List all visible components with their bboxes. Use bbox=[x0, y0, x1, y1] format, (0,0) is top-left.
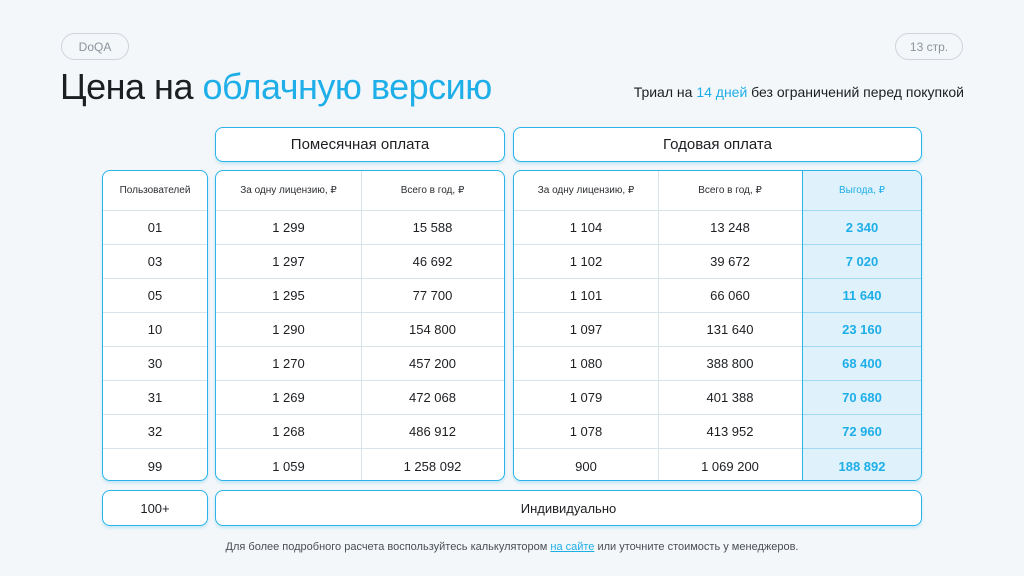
table-cell-m-year: 46 692 bbox=[361, 244, 504, 278]
table-cell-m-year: 486 912 bbox=[361, 414, 504, 448]
table-cell-m-year: 77 700 bbox=[361, 278, 504, 312]
table-cell-y-year: 131 640 bbox=[658, 312, 802, 346]
subtitle-prefix: Триал на bbox=[633, 84, 697, 100]
yearly-group-header bbox=[513, 127, 922, 162]
table-cell-m-year: 472 068 bbox=[361, 380, 504, 414]
page-number-pill bbox=[895, 33, 963, 60]
table-cell-m-license: 1 299 bbox=[216, 210, 361, 244]
yearly-table bbox=[513, 170, 922, 481]
calculator-link[interactable]: на сайте bbox=[550, 541, 595, 553]
column-header: Пользователей bbox=[119, 185, 191, 196]
enterprise-price-cell bbox=[215, 490, 922, 526]
subtitle-highlight: 14 дней bbox=[696, 84, 748, 100]
table-cell-m-year: 154 800 bbox=[361, 312, 504, 346]
monthly-license-column bbox=[216, 171, 361, 480]
footnote-suffix: или уточните стоимость у менеджеров. bbox=[594, 541, 799, 553]
yearly-group-label: Годовая оплата bbox=[663, 136, 772, 153]
monthly-table bbox=[215, 170, 505, 481]
monthly-year-column bbox=[361, 171, 504, 480]
enterprise-price: Индивидуально bbox=[520, 500, 617, 516]
table-cell-y-year: 401 388 bbox=[658, 380, 802, 414]
table-cell-savings: 23 160 bbox=[803, 312, 921, 346]
table-cell-users: 01 bbox=[103, 210, 207, 244]
yearly-year-column bbox=[658, 171, 802, 480]
brand-pill bbox=[61, 33, 129, 60]
table-cell-savings: 188 892 bbox=[803, 448, 921, 481]
page-title bbox=[60, 66, 492, 108]
table-cell-y-year: 39 672 bbox=[658, 244, 802, 278]
trial-subtitle bbox=[634, 84, 964, 100]
enterprise-users: 100+ bbox=[140, 500, 170, 516]
table-cell-users: 05 bbox=[103, 278, 207, 312]
table-cell-y-year: 413 952 bbox=[658, 414, 802, 448]
savings-column bbox=[802, 171, 921, 480]
title-accent: облачную версию bbox=[202, 66, 492, 107]
column-header: Всего в год, ₽ bbox=[698, 185, 762, 196]
subtitle-suffix: без ограничений перед покупкой bbox=[747, 84, 964, 100]
table-cell-m-license: 1 269 bbox=[216, 380, 361, 414]
monthly-group-label: Помесячная оплата bbox=[290, 136, 430, 153]
table-cell-users: 10 bbox=[103, 312, 207, 346]
footnote bbox=[0, 541, 1024, 553]
table-cell-y-license: 1 097 bbox=[514, 312, 658, 346]
table-cell-savings: 72 960 bbox=[803, 414, 921, 448]
table-cell-savings: 11 640 bbox=[803, 278, 921, 312]
table-cell-y-license: 1 102 bbox=[514, 244, 658, 278]
column-header: Всего в год, ₽ bbox=[400, 185, 465, 196]
table-cell-m-year: 15 588 bbox=[361, 210, 504, 244]
table-cell-users: 03 bbox=[103, 244, 207, 278]
table-cell-y-license: 1 101 bbox=[514, 278, 658, 312]
title-plain: Цена на bbox=[60, 66, 203, 107]
table-cell-savings: 68 400 bbox=[803, 346, 921, 380]
monthly-group-header bbox=[215, 127, 505, 162]
table-cell-m-license: 1 268 bbox=[216, 414, 361, 448]
table-cell-y-license: 1 080 bbox=[514, 346, 658, 380]
table-cell-m-license: 1 270 bbox=[216, 346, 361, 380]
table-cell-users: 99 bbox=[103, 448, 207, 481]
users-table bbox=[102, 170, 208, 481]
table-cell-m-license: 1 297 bbox=[216, 244, 361, 278]
table-cell-y-year: 1 069 200 bbox=[658, 448, 802, 481]
table-cell-y-license: 1 104 bbox=[514, 210, 658, 244]
table-cell-savings: 7 020 bbox=[803, 244, 921, 278]
users-column bbox=[103, 171, 207, 480]
table-cell-m-license: 1 290 bbox=[216, 312, 361, 346]
table-cell-y-license: 1 079 bbox=[514, 380, 658, 414]
column-header: За одну лицензию, ₽ bbox=[240, 185, 337, 196]
table-cell-y-license: 900 bbox=[514, 448, 658, 481]
table-cell-y-license: 1 078 bbox=[514, 414, 658, 448]
table-cell-m-license: 1 295 bbox=[216, 278, 361, 312]
footnote-prefix: Для более подробного расчета воспользуйтесь калькулятором bbox=[225, 541, 551, 553]
table-cell-savings: 70 680 bbox=[803, 380, 921, 414]
table-cell-y-year: 388 800 bbox=[658, 346, 802, 380]
yearly-license-column bbox=[514, 171, 658, 480]
table-cell-users: 30 bbox=[103, 346, 207, 380]
table-cell-m-year: 457 200 bbox=[361, 346, 504, 380]
column-header: За одну лицензию, ₽ bbox=[537, 185, 635, 196]
table-cell-m-year: 1 258 092 bbox=[361, 448, 504, 481]
page-number: 13 стр. bbox=[909, 39, 949, 54]
table-cell-m-license: 1 059 bbox=[216, 448, 361, 481]
table-cell-y-year: 66 060 bbox=[658, 278, 802, 312]
enterprise-users-cell bbox=[102, 490, 208, 526]
brand-label: DoQA bbox=[78, 39, 112, 54]
column-header: Выгода, ₽ bbox=[839, 185, 885, 196]
table-cell-users: 31 bbox=[103, 380, 207, 414]
table-cell-users: 32 bbox=[103, 414, 207, 448]
table-cell-savings: 2 340 bbox=[803, 210, 921, 244]
table-cell-y-year: 13 248 bbox=[658, 210, 802, 244]
